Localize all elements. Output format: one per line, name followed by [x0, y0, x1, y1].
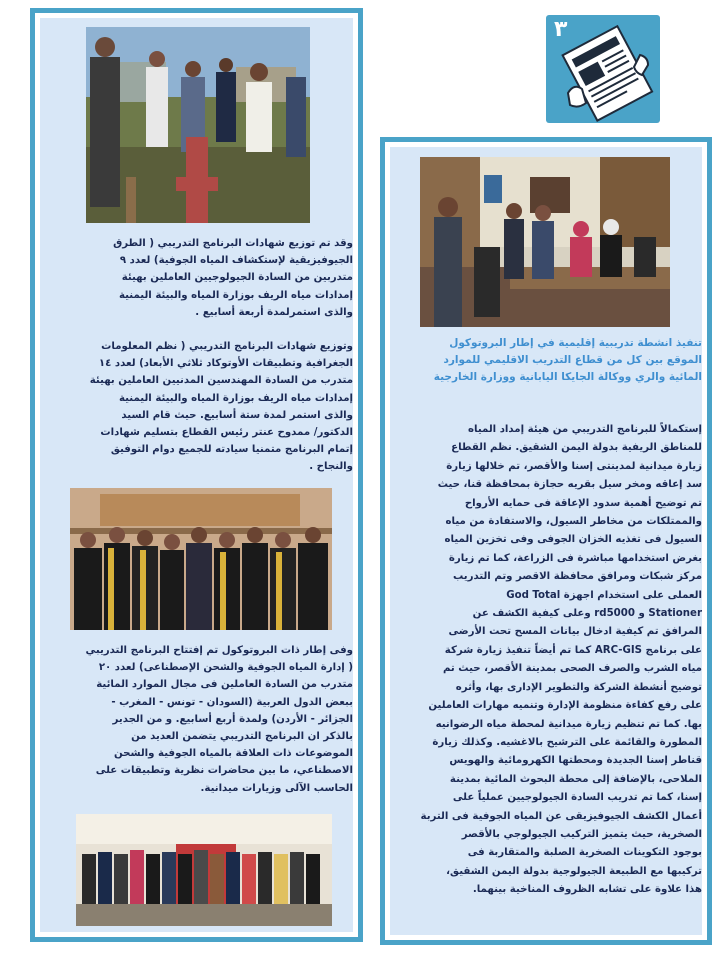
issue-number: ٣: [554, 17, 568, 42]
meeting-room-photo: [420, 157, 670, 327]
graduation-ceremony-photo: [70, 488, 332, 630]
field-visit-photo: [86, 27, 310, 223]
left-paragraph-1: وقد تم توزيع شهادات البرنامج التدريبي ( الطرق الجيوفيزيقية لإستكشاف المياه الجوفية) لعدد ٩ متدربين من السادة الجيولوجيين العاملين بهيئة إمدادات مياه الريف بوزارة المياه والبيئة اليمنية والذى استمرلمدة أربعة أسابيع .: [113, 238, 353, 318]
group-photo: [76, 814, 332, 926]
article-headline: تنفيذ انشطة تدريبية إقليمية في إطار البروتوكول الموقع بين كل من قطاع التدريب الاقليمي للموارد المائية والري ووكالة الجايكا اليابانية ووزارة الخارجية: [433, 337, 702, 383]
left-panel-body: [40, 18, 353, 932]
left-paragraph-3: وفى إطار ذات البروتوكول تم إفتتاح البرنامج التدريبي ( إدارة المياه الجوفية والشحن الإصطناعى) لعدد ٢٠ متدرب من السادة العاملين فى مجال الموارد المائية ببعض الدول العربية (السودان - تونس - المغرب - الجزائر - الأردن) ولمدة أربع أسابيع. و من الجدير بالذكر ان البرنامج التدريبي يتضمن العديد من الموضوعات ذات العلاقة بالمياه الجوفية والشحن الاصطناعي، ما بين محاضرات نظرية وتطبيقات على الحاسب الآلى وزيارات ميدانية.: [85, 645, 353, 794]
right-body-text: إستكمالاً للبرنامج التدريبي من هيئة إمداد المياه للمناطق الريفية بدولة اليمن الشقيق. نظم القطاع زيارة ميدانية لمدينتى إسنا والأقصر، تم خلالها زيارة سد إعاقه ومخر سيل بقريه حجازة بمحافظة قنا، حيث تم توضيح أهمية سدود الإعاقة فى حمايه الأرواح والممتلكات من مخاطر السيول، والاستفادة من مياه السيول فى تغذيه الخزان الجوفى وفى تخزين المياه بغرض استخدامها مباشرة فى الزراعة، كما تم زيارة مركز شبكات ومرافق محافظة الاقصر وتم التدريب العملى على استخدام اجهزة God Total Stationer و rd5000 وعلى كيفية الكشف عن المرافق تم كيفية ادخال بيانات المسح تحت الأرضى على برنامج ARC-GIS كما تم أيضاً تنفيذ زيارة شركة مياه الشرب والصرف الصحى بمدينة الأقصر، حيث تم توضيح أنشطة الشركة والتطوير الإدارى بها، وأثره على رفع كفاءة منظومة الإدارة وتنميه مهارات العاملين بها. كما تم تنظيم زيارة ميدانية لمحطة مياه الرضوانيه المطورة والقائمة على الترشيح بالاغشيه. وكذلك زيارة قناطر إسنا الجديدة ومحطتها الكهرومائية والهويس الملاحى، بالإضافة إلى محطة البحوث المائية بمدينة إسنا، كما تم تدريب السادة الجيولوجيين عملياً على أعمال الكشف الجيوفيزيقى عن المياه الجوفية فى التربة الصخرية، حيث يتميز التركيب الجيولوجي بالأقصر بوجود التكوينات الصخرية الصلبة والمتقاربة فى تركيبها مع الطبيعة الجيولوجية بدولة اليمن الشقيق، هذا علاوة على تشابه الظروف المناخية بينهما.: [420, 424, 702, 896]
newspaper-icon: [546, 15, 660, 123]
newspaper-reader-icon: [546, 15, 660, 123]
right-article-panel: [380, 137, 712, 945]
left-paragraph-2: وتوزيع شهادات البرنامج التدريبي ( نظم المعلومات الجغرافية وتطبيقات الأوتوكاد ثلاثي الأبعاد) لعدد ١٤ متدرب من السادة المهندسين المدنيين العاملين بهيئة إمدادات مياه الريف بوزارة المياه والبيئة اليمنية والذى استمر لمدة ستة أسابيع. حيث قام السيد الدكتور/ ممدوح عنتر رئيس القطاع بتسليم شهادات إتمام البرنامج متمنيا سيادته للجميع دوام التوفيق والنجاح .: [89, 341, 353, 473]
right-panel-body: [390, 147, 702, 935]
left-article-panel: [30, 8, 363, 942]
